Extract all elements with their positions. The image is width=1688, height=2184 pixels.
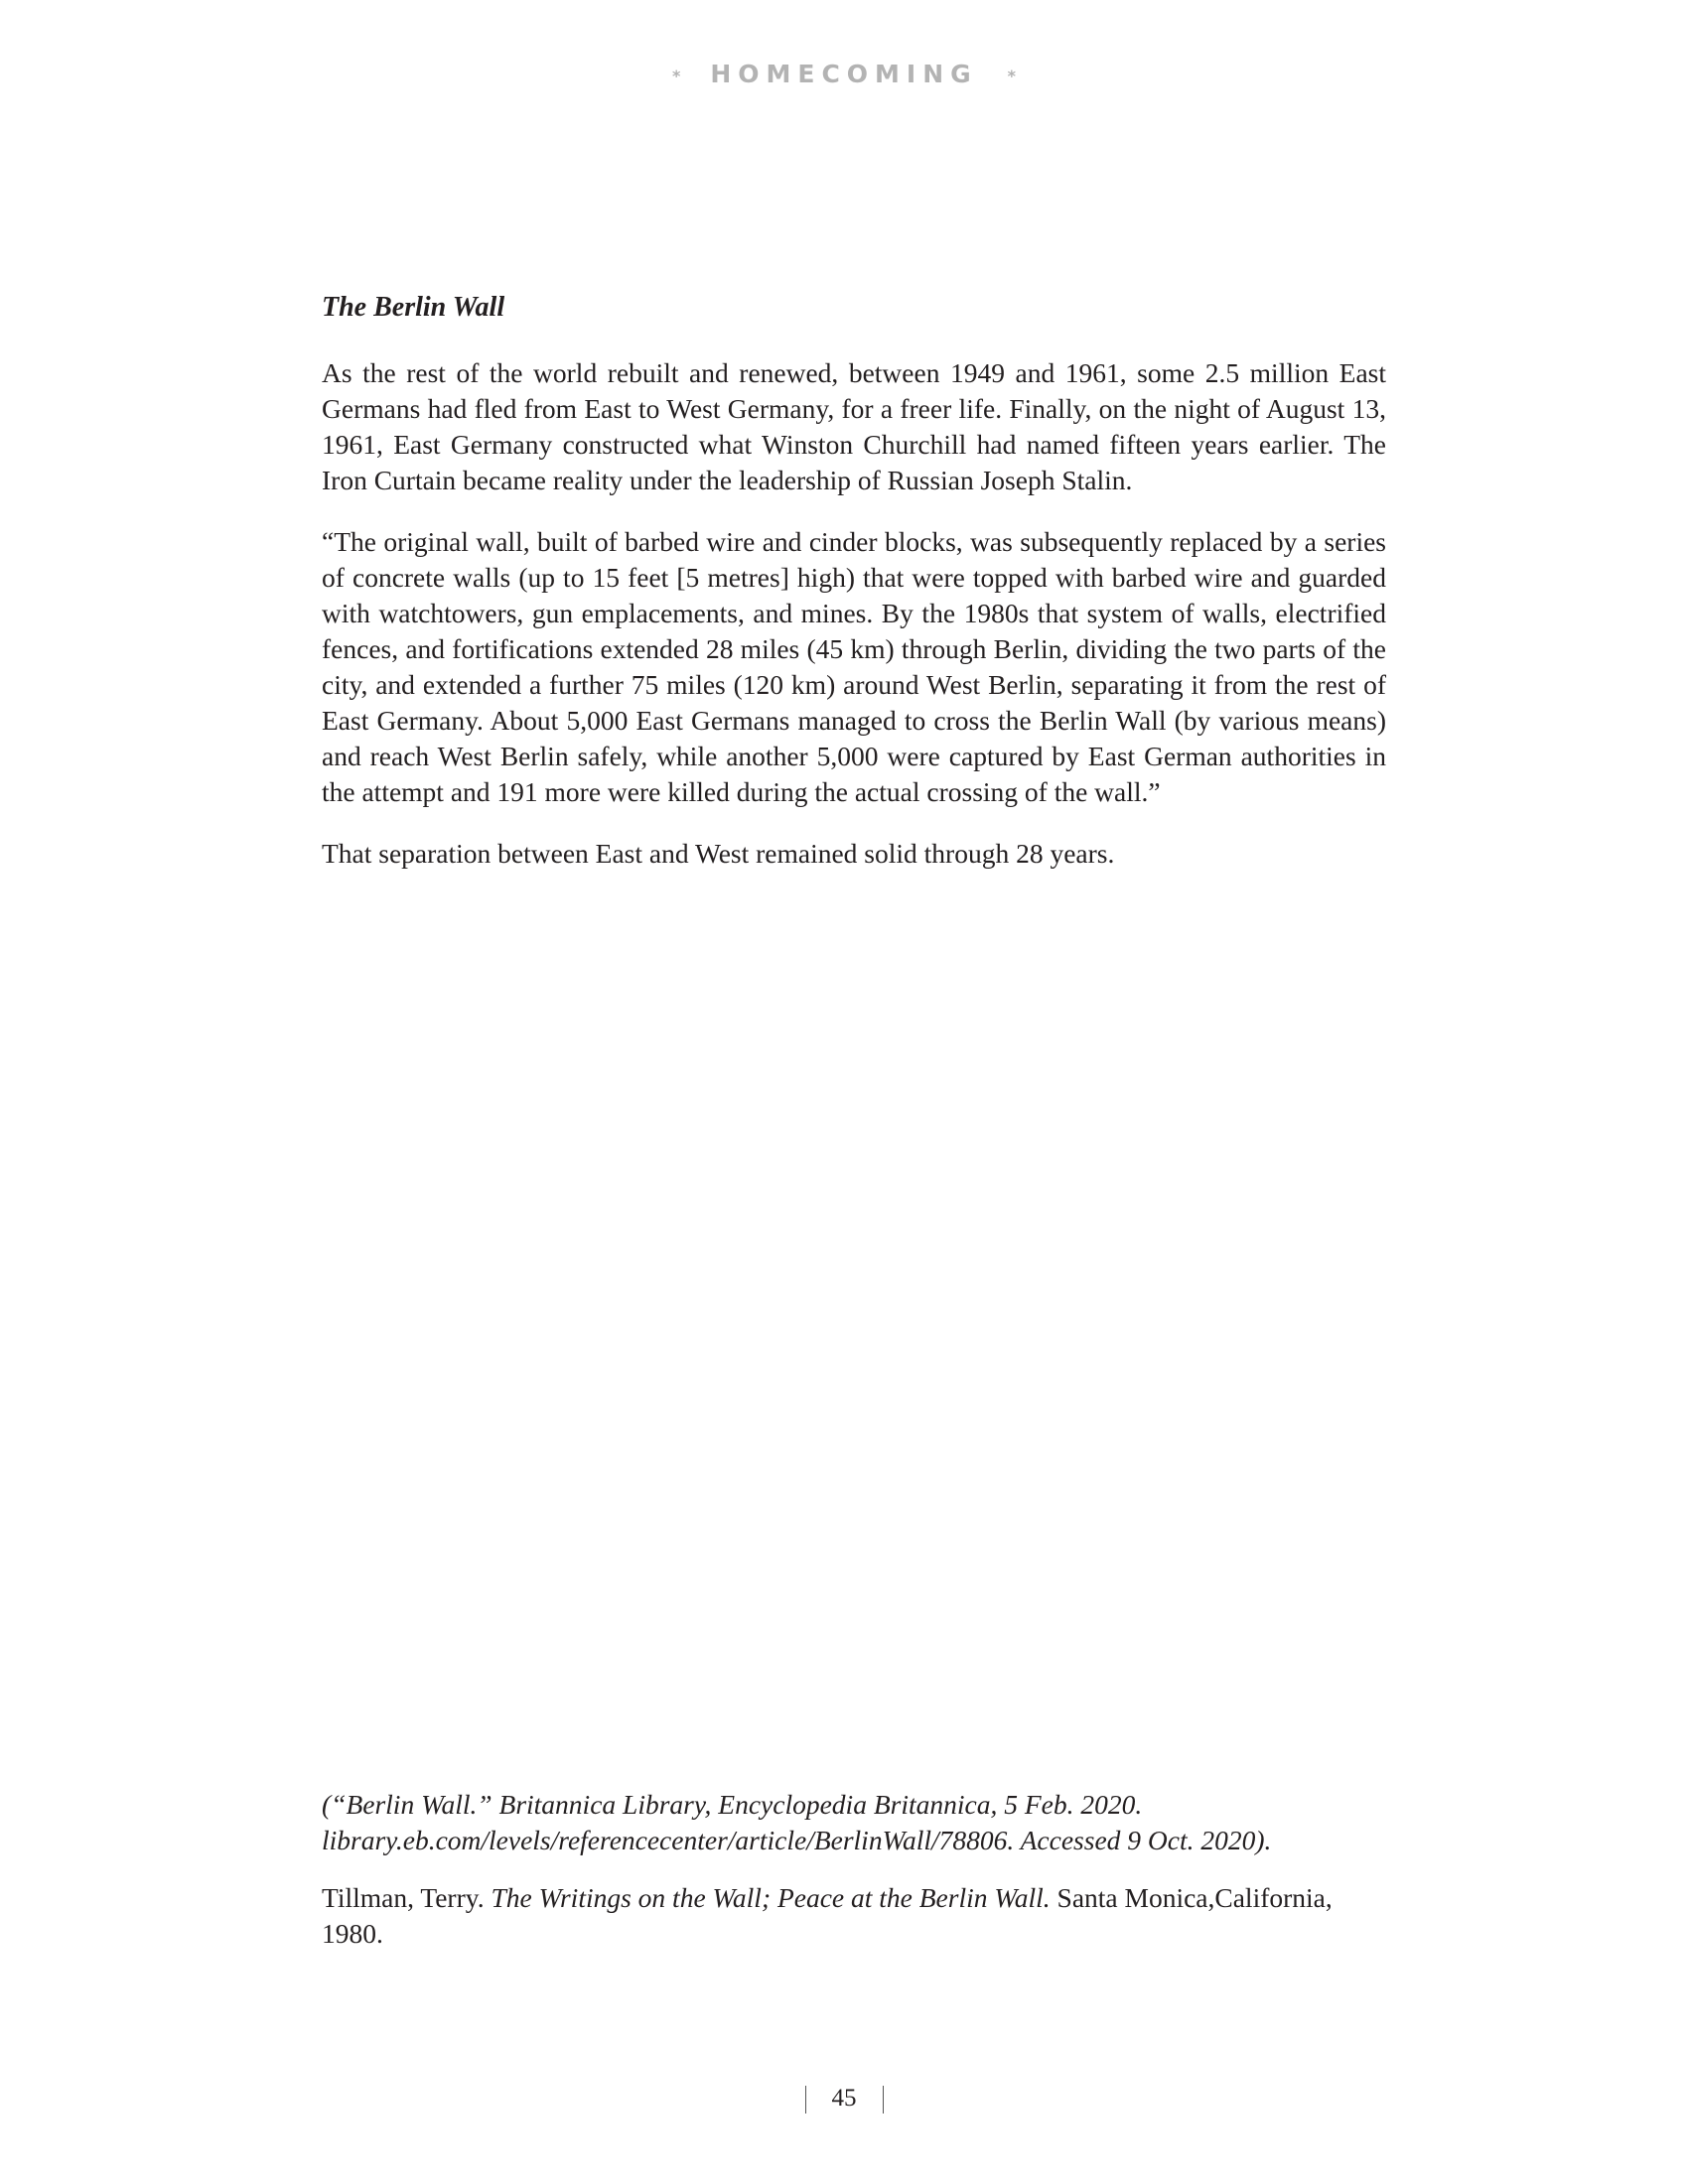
quote-paragraph: “The original wall, built of barbed wire and cinder blocks, was subsequently replaced by a series of concrete walls (up to 15 feet [5 metres] high) that were topped with barbed wire and guarded with watchtowers, gun emplacements, and mines. By the 1980s that system of walls, electrified fences, and fortifications extended 28 miles (45 km) through Berlin, dividing the two parts of the city, and extended a further 75 miles (120 km) around West Berlin, separating it from the rest of East Germany. About 5,000 East Germans managed to cross the Berlin Wall (by various means) and reach West Berlin safely, while another 5,000 were captured by East German authorities in the attempt and 191 more were killed during the actual crossing of the wall.” [322,526,1386,807]
body-paragraph: That separation between East and West remained solid through 28 years. [322,838,1115,869]
running-head [0,60,1688,88]
running-head-title: HOMECOMING [710,60,978,88]
reference-tillman-author: Tillman, Terry. [322,1882,492,1913]
reference-tillman [322,1880,1386,1952]
body-paragraph: As the rest of the world rebuilt and renewed, between 1949 and 1961, some 2.5 million East Germans had fled from East to West Germany, for a freer life. Finally, on the night of August 13, 1961, East Germany constructed what Winston Churchill had named fifteen years earlier. The Iron Curtain became reality under the leadership of Russian Joseph Stalin. [322,357,1386,495]
reference-tillman-publisher: Santa Monica,California, 1980. [322,1882,1333,1949]
reference-tillman-title: The Writings on the Wall; Peace at the Berlin Wall. [491,1882,1051,1913]
ornament-star-icon: * [1007,66,1017,85]
page-footer [0,2085,1688,2114]
page-number: 45 [831,2085,857,2112]
reference-britannica-text: (“Berlin Wall.” Britannica Library, Encyclopedia Britannica, 5 Feb. 2020. library.eb.com/levels/referencecenter/article/BerlinWall/78806. Accessed 9 Oct. 2020). [322,1789,1272,1855]
references [322,1787,1386,1974]
reference-britannica [322,1787,1386,1858]
ornament-star-icon: * [671,66,681,85]
folio-divider-right [883,2086,884,2114]
main-content [322,290,1386,897]
section-title: The Berlin Wall [322,292,505,323]
folio-divider-left [805,2086,806,2114]
